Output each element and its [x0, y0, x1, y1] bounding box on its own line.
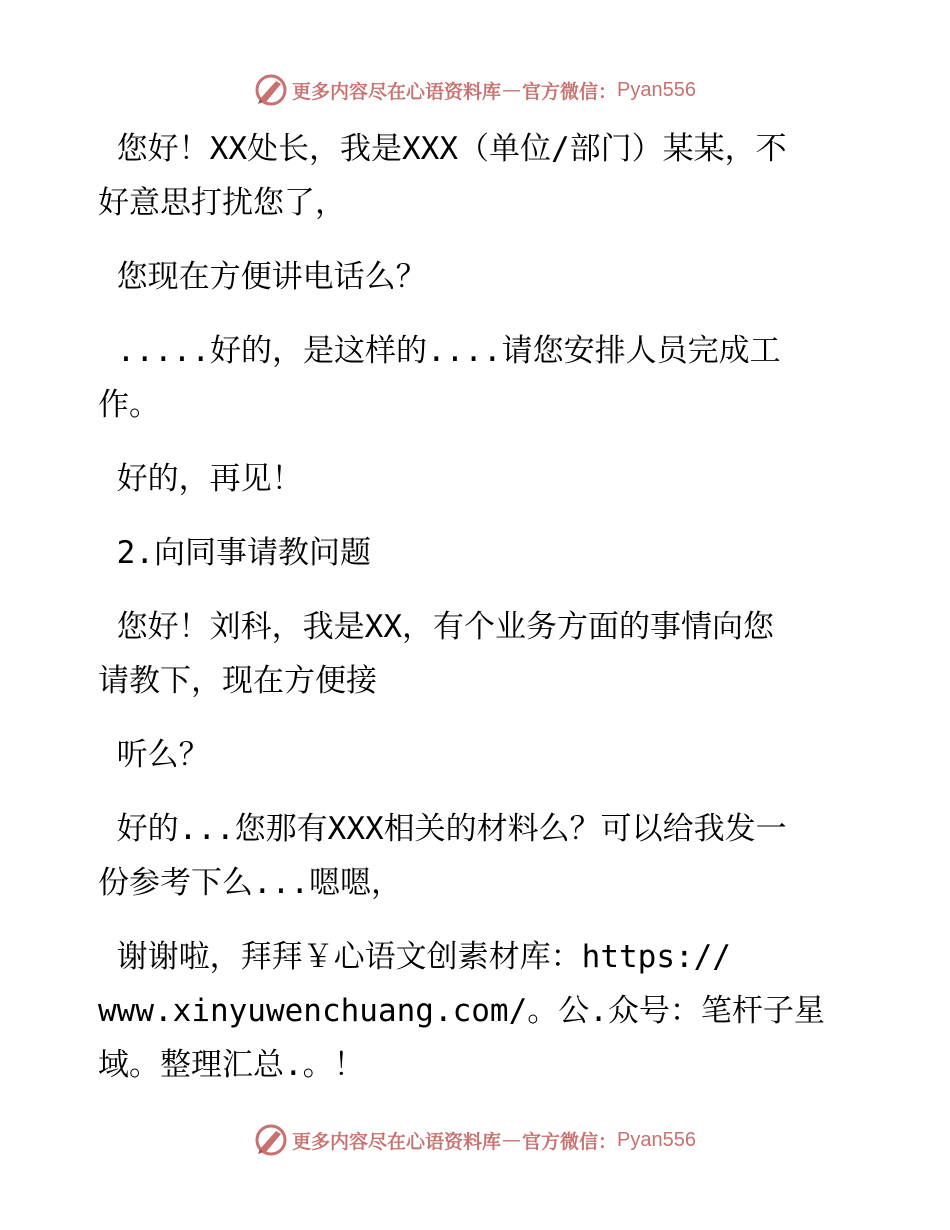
- paragraph-line: 谢谢啦，拜拜￥心语文创素材库：https://: [98, 939, 731, 975]
- paragraph-line: 好的，再见！: [98, 461, 303, 497]
- paragraph-line: 好的...您那有XXX相关的材料么？可以给我发一: [98, 811, 787, 847]
- watermark-sub-text: 官方微信：: [522, 80, 618, 103]
- footer-watermark: [0, 1120, 950, 1160]
- paragraph: [98, 324, 858, 432]
- watermark-sub-text: 官方微信：: [522, 1130, 618, 1153]
- paragraph: [98, 526, 858, 580]
- paragraph: [98, 452, 858, 506]
- paragraph: [98, 930, 858, 1092]
- paragraph-line: 份参考下么...嗯嗯，: [98, 865, 402, 901]
- pen-circle-logo-icon: [254, 73, 288, 107]
- paragraph-line: .....好的，是这样的....请您安排人员完成工: [98, 333, 781, 369]
- paragraph-line: 您好！刘科，我是XX，有个业务方面的事情向您: [98, 609, 774, 645]
- header-watermark: [0, 70, 950, 110]
- paragraph-line: 听么？: [98, 737, 210, 773]
- paragraph: [98, 728, 858, 782]
- paragraph-line: 作。: [98, 387, 160, 423]
- pen-circle-logo-icon: [254, 1123, 288, 1157]
- paragraph-line: www.xinyuwenchuang.com/。公.众号：笔杆子星: [98, 993, 825, 1029]
- paragraph-line: 您好！XX处长，我是XXX（单位/部门）某某，不: [98, 131, 787, 167]
- watermark-main-text: 更多内容尽在心语资料库: [292, 80, 502, 103]
- paragraph: [98, 600, 858, 708]
- paragraph: [98, 122, 858, 230]
- paragraph: [98, 250, 858, 304]
- watermark-id-text: Pyan556: [617, 78, 696, 101]
- paragraph-line: 您现在方便讲电话么？: [98, 259, 427, 295]
- paragraph-line: 2.向同事请教问题: [98, 535, 371, 571]
- paragraph-line: 请教下，现在方便接: [98, 663, 377, 699]
- watermark-id-text: Pyan556: [617, 1128, 696, 1151]
- document-body: [98, 122, 858, 1092]
- watermark-separator: —: [502, 1129, 522, 1151]
- paragraph-line: 好意思打扰您了，: [98, 185, 346, 221]
- paragraph-line: 域。整理汇总.。！: [98, 1047, 365, 1083]
- watermark-main-text: 更多内容尽在心语资料库: [292, 1130, 502, 1153]
- watermark-separator: —: [502, 79, 522, 101]
- paragraph: [98, 802, 858, 910]
